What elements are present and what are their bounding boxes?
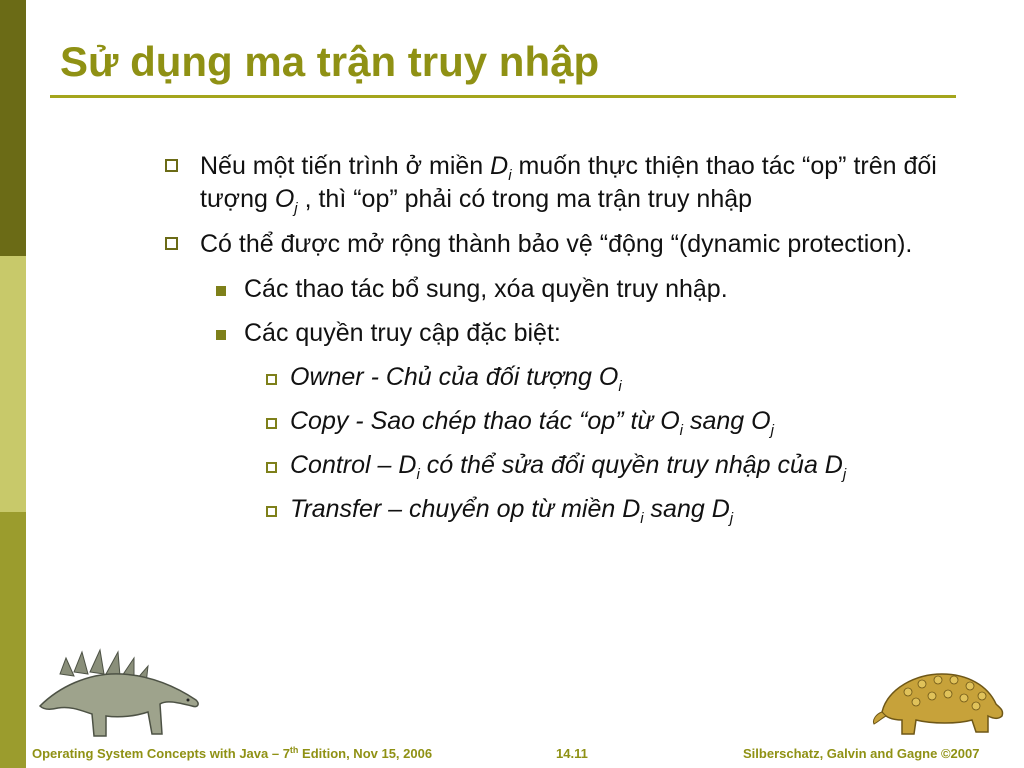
hollow-square-bullet-icon (165, 237, 178, 250)
right-item-copy: Copy - Sao chép thao tác “op” từ $O_i$ sang $O_j$ (160, 405, 940, 438)
hollow-square-bullet-icon (266, 462, 277, 473)
title-underline (50, 95, 956, 98)
sidebar-band-top (0, 0, 26, 256)
slide-body (160, 150, 940, 537)
footer-page-number: 14.11 (556, 746, 588, 761)
filled-square-bullet-icon (216, 286, 226, 296)
hollow-square-bullet-icon (266, 374, 277, 385)
right-item-control: Control – $D_i$ có thể sửa đổi quyền truy nhập của $D_j$ (160, 449, 940, 482)
right-item-owner: Owner - Chủ của đối tượng $O_i$ (160, 361, 940, 394)
hollow-square-bullet-icon (266, 418, 277, 429)
bullet-item: Nếu một tiến trình ở miền $D_i$ muốn thực thiện thao tác “op” trên đối tượng $O_j$ , thì “op” phải có trong ma trận truy nhập (160, 150, 940, 216)
sub-bullet-item: Các thao tác bổ sung, xóa quyền truy nhập. (160, 273, 940, 306)
footer-book-title: Operating System Concepts with Java – 7th Edition, Nov 15, 2006 (32, 745, 433, 761)
ankylosaurus-icon (872, 668, 1008, 740)
hollow-square-bullet-icon (165, 159, 178, 172)
right-item-transfer: Transfer – chuyển op từ miền $D_i$ sang $D_j$ (160, 493, 940, 526)
footer-authors: Silberschatz, Galvin and Gagne ©2007 (743, 746, 980, 761)
filled-square-bullet-icon (216, 330, 226, 340)
stegosaurus-icon (36, 648, 206, 744)
bullet-item: Có thể được mở rộng thành bảo vệ “động “(dynamic protection). (160, 228, 940, 261)
sidebar-band-middle (0, 256, 26, 512)
sidebar-band-bottom (0, 512, 26, 768)
slide-title: Sử dụng ma trận truy nhập (60, 38, 600, 85)
sub-bullet-item: Các quyền truy cập đặc biệt: (160, 317, 940, 350)
hollow-square-bullet-icon (266, 506, 277, 517)
